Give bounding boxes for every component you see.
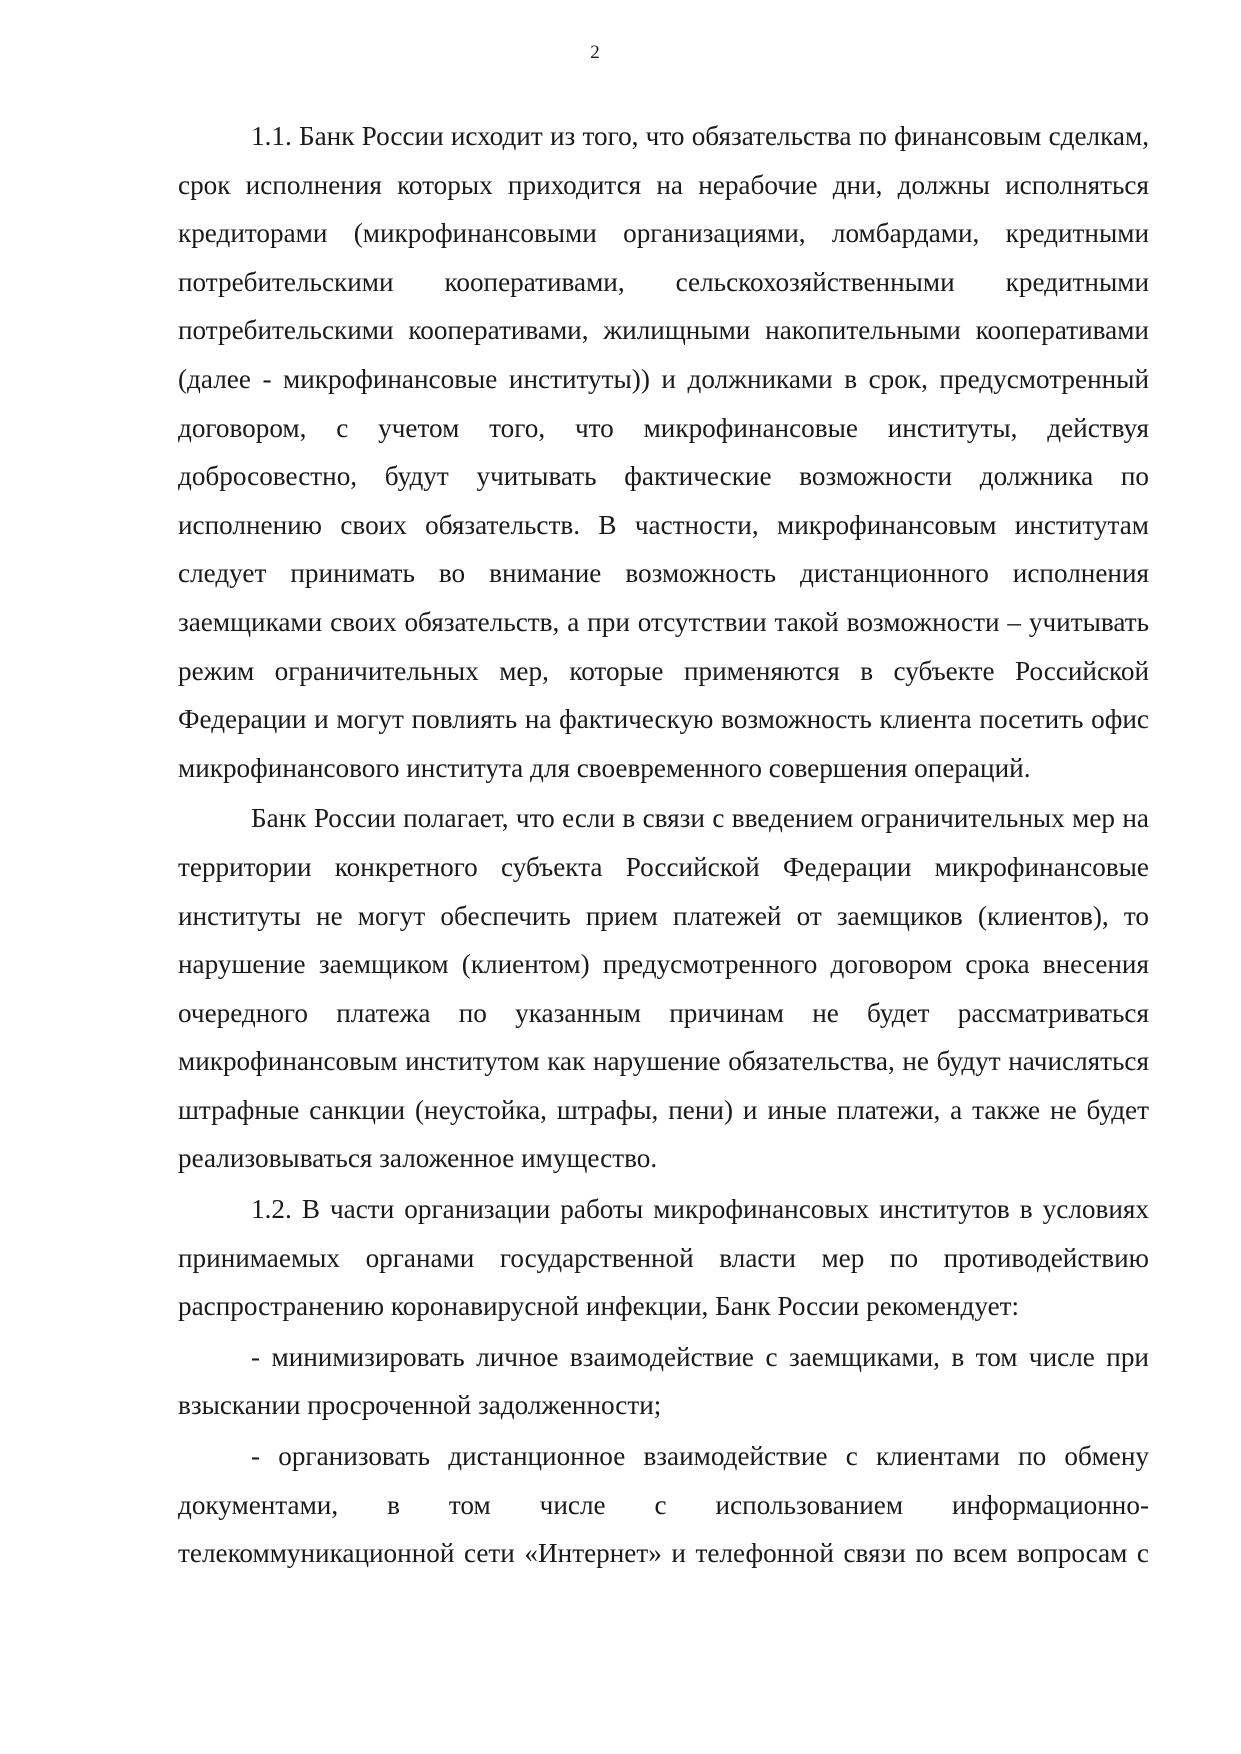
paragraph-1-2: 1.2. В части организации работы микрофинансовых институтов в условиях принимаемых органами государственной власти мер по противодействию распространению коронавирусной инфекции, Банк России рекомендует: [178, 1194, 1149, 1322]
page-number: 2 [590, 42, 600, 63]
paragraph-1-1: 1.1. Банк России исходит из того, что обязательства по финансовым сделкам, срок исполнения которых приходится на нерабочие дни, должны исполняться кредиторами (микрофинансовыми организациями, ломбардами, кредитными потребительскими кооперативами, сельскохозяйственными кредитными потребительскими кооперативами, жилищными накопительными кооперативами (далее - микрофинансовые институты)) и должниками в срок, предусмотренный договором, с учетом того, что микрофинансовые институты, действуя добросовестно, будут учитывать фактические возможности должника по исполнению своих обязательств. В частности, микрофинансовым институтам следует принимать во внимание возможность дистанционного исполнения заемщиками своих обязательств, а при отсутствии такой возможности – учитывать режим ограничительных мер, которые применяются в субъекте Российской Федерации и могут повлиять на фактическую возможность клиента посетить офис микрофинансового института для своевременного совершения операций. [178, 121, 1149, 783]
document-body [178, 112, 1149, 1580]
list-item-remote-interaction: - организовать дистанционное взаимодействие с клиентами по обмену документами, в том числе с использованием информационно-телекоммуникационной сети «Интернет» и телефонной связи по всем вопросам с [178, 1441, 1149, 1569]
list-item-minimize-contact: - минимизировать личное взаимодействие с заемщиками, в том числе при взыскании просроченной задолженности; [178, 1341, 1149, 1421]
paragraph-bank-position: Банк России полагает, что если в связи с введением ограничительных мер на территории конкретного субъекта Российской Федерации микрофинансовые институты не могут обеспечить прием платежей от заемщиков (клиентов), то нарушение заемщиком (клиентом) предусмотренного договором срока внесения очередного платежа по указанным причинам не будет рассматриваться микрофинансовым институтом как нарушение обязательства, не будут начисляться штрафные санкции (неустойка, штрафы, пени) и иные платежи, а также не будет реализовываться заложенное имущество. [178, 803, 1149, 1174]
